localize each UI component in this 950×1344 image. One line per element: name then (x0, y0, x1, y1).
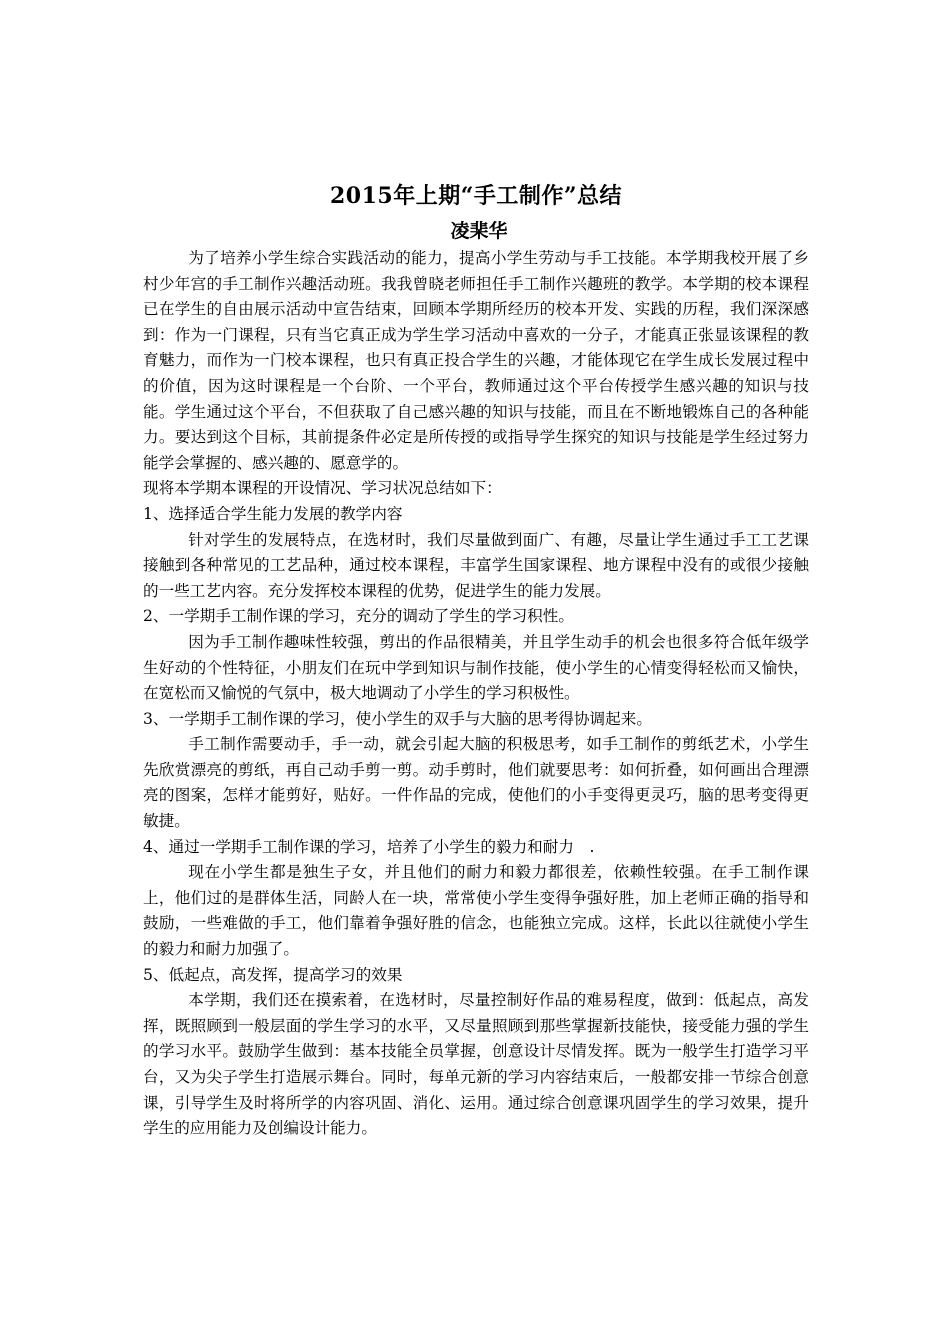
lead-in-line: 现将本学期本课程的开设情况、学习状况总结如下： (143, 479, 502, 498)
section-heading-1: 1、选择适合学生能力发展的教学内容 (143, 504, 403, 523)
section-heading-4: 4、通过一学期手工制作课的学习，培养了小学生的毅力和耐力 . (143, 837, 595, 856)
section-body-4: 现在小学生都是独生子女，并且他们的耐力和毅力都很差，依赖性较强。在手工制作课上，他们过的是群体生活，同龄人在一块，常常使小学生变得争强好胜，加上老师正确的指导和鼓励，一些难做的手工，他们靠着争强好胜的信念，也能独立完成。这样，长此以往就使小学生的毅力和耐力加强了。 (143, 863, 809, 959)
section-heading-3: 3、一学期手工制作课的学习，使小学生的双手与大脑的思考得协调起来。 (143, 709, 652, 728)
section-body-3: 手工制作需要动手，手一动，就会引起大脑的积极思考，如手工制作的剪纸艺术，小学生先欣赏漂亮的剪纸，再自己动手剪一剪。动手剪时，他们就要思考：如何折叠，如何画出合理漂亮的图案，怎样才能剪好，贴好。一件作品的完成，使他们的小手变得更灵巧，脑的思考变得更敏捷。 (143, 735, 809, 831)
document-body (143, 176, 809, 1142)
document-title: 2015年上期“手工制作”总结 (329, 183, 623, 209)
section-body-5: 本学期，我们还在摸索着，在选材时，尽量控制好作品的难易程度，做到：低起点，高发挥，既照顾到一般层面的学生学习的水平，又尽量照顾到那些掌握新技能快，接受能力强的学生的学习水平。鼓励学生做到：基本技能全员掌握，创意设计尽情发挥。既为一般学生打造学习平台，又为尖子学生打造展示舞台。同时，每单元新的学习内容结束后，一般都安排一节综合创意课，引导学生及时将所学的内容巩固、消化、运用。通过综合创意课巩固学生的学习效果，提升学生的应用能力及创编设计能力。 (143, 991, 809, 1138)
document-author: 凌棐华 (450, 220, 508, 242)
section-body-2: 因为手工制作趣味性较强，剪出的作品很精美，并且学生动手的机会也很多符合低年级学生好动的个性特征，小朋友们在玩中学到知识与制作技能，使小学生的心情变得轻松而又愉快，在宽松而又愉悦的气氛中，极大地调动了小学生的学习积极性。 (143, 632, 809, 703)
intro-paragraph: 为了培养小学生综合实践活动的能力，提高小学生劳动与手工技能。本学期我校开展了乡村少年宫的手工制作兴趣活动班。我我曾晓老师担任手工制作兴趣班的教学。本学期的校本课程已在学生的自由展示活动中宣告结束，回顾本学期所经历的校本开发、实践的历程，我们深深感到：作为一门课程，只有当它真正成为学生学习活动中喜欢的一分子，才能真正张显该课程的教育魅力，而作为一门校本课程，也只有真正投合学生的兴趣，才能体现它在学生成长发展过程中的价值，因为这时课程是一个台阶、一个平台，教师通过这个平台传授学生感兴趣的知识与技能。学生通过这个平台，不但获取了自己感兴趣的知识与技能，而且在不断地锻炼自己的各种能力。要达到这个目标，其前提条件必定是所传授的或指导学生探究的知识与技能是学生经过努力能学会掌握的、感兴趣的、愿意学的。 (143, 249, 809, 472)
section-heading-2: 2、一学期手工制作课的学习，充分的调动了学生的学习积性。 (143, 607, 574, 626)
section-body-1: 针对学生的发展特点，在选材时，我们尽量做到面广、有趣，尽量让学生通过手工工艺课接触到各种常见的工艺品种，通过校本课程，丰富学生国家课程、地方课程中没有的或很少接触的一些工艺内容。充分发挥校本课程的优势，促进学生的能力发展。 (143, 530, 809, 600)
section-heading-5: 5、低起点，高发挥，提高学习的效果 (143, 965, 403, 984)
